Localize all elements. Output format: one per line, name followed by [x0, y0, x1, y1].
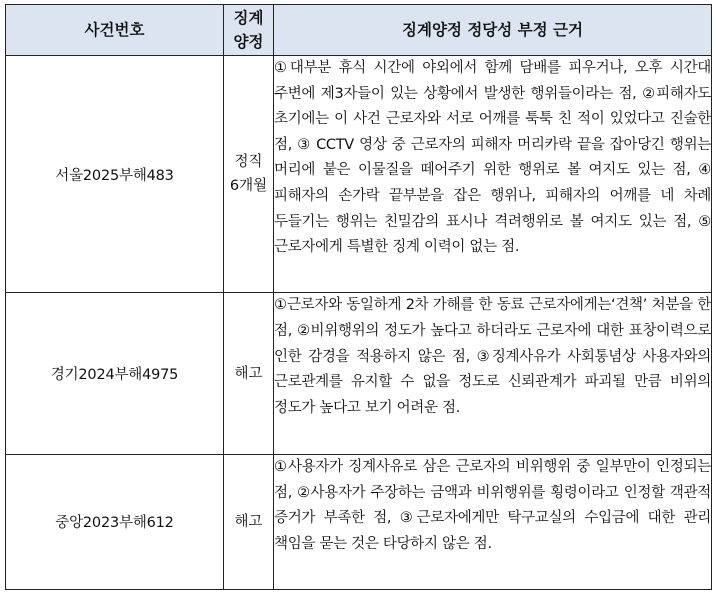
header-case-no: 사건번호	[6, 5, 224, 56]
table-row	[6, 56, 712, 293]
case-number: 서울2025부해483	[6, 56, 224, 293]
discipline-level	[224, 56, 274, 293]
discipline-level: 해고	[224, 454, 274, 589]
case-number: 중앙2023부해612	[6, 454, 224, 589]
header-discipline	[224, 5, 274, 56]
header-row	[6, 5, 712, 56]
table-row	[6, 454, 712, 589]
discipline-level: 해고	[224, 293, 274, 455]
case-number: 경기2024부해4975	[6, 293, 224, 455]
discipline-label: 정직 6개월	[229, 154, 268, 195]
header-grounds: 징계양정 정당성 부정 근거	[274, 5, 712, 56]
grounds-text: ①사용자가 징계사유로 삼은 근로자의 비위행위 중 일부만이 인정되는 점, ②사용자가 주장하는 금액과 비위행위를 횡령이라고 인정할 객관적 증거가 부족한 점, ③근로자에게만 탁구교실의 수입금에 대한 관리 책임을 묻는 것은 타당하지 않은 점.	[274, 454, 712, 589]
header-discipline-label: 징계 양정	[233, 9, 264, 51]
grounds-text: ①근로자와 동일하게 2차 가해를 한 동료 근로자에게는‘견책’ 처분을 한 점, ②비위행위의 정도가 높다고 하더라도 근로자에 대한 표창이력으로 인한 감경을 적용하지 않은 점, ③징계사유가 사회통념상 사용자와의 근로관계를 유지할 수 없을 정도로 신뢰관계가 파괴될 만큼 비위의 정도가 높다고 보기 어려운 점.	[274, 293, 712, 455]
table-row	[6, 293, 712, 455]
discipline-case-table	[5, 4, 712, 590]
grounds-text: ①대부분 휴식 시간에 야외에서 함께 담배를 피우거나, 오후 시간대 주변에 제3자들이 있는 상황에서 발생한 행위들이라는 점, ②피해자도 초기에는 이 사건 근로자와 서로 어깨를 툭툭 친 적이 있었다고 진술한 점, ③ CCTV 영상 중 근로자의 피해자 머리카락 끝을 잡아당긴 행위는 머리에 붙은 이물질을 떼어주기 위한 행위로 볼 여지도 있는 점, ④ 피해자의 손가락 끝부분을 잡은 행위나, 피해자의 어깨를 네 차례 두들기는 행위는 친밀감의 표시나 격려행위로 볼 여지도 있는 점, ⑤ 근로자에게 특별한 징계 이력이 없는 점.	[274, 56, 712, 293]
